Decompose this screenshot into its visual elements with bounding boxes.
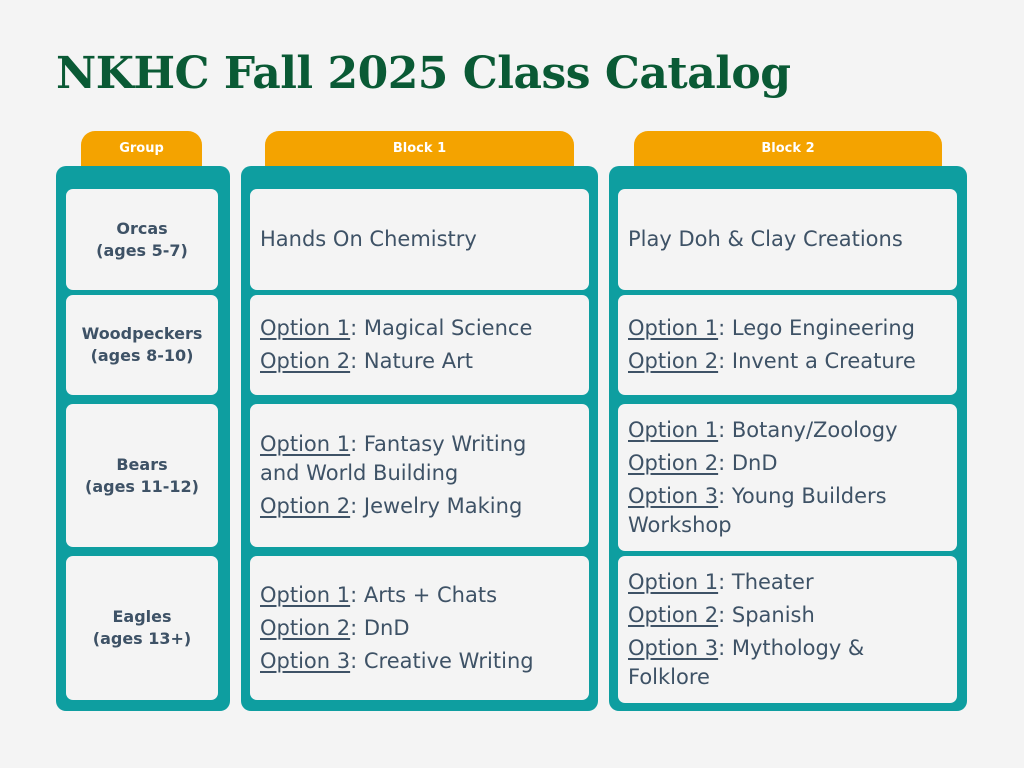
option-label: Option 3 xyxy=(260,648,351,673)
block1-cell-eagles xyxy=(250,556,589,700)
group-ages: (ages 13+) xyxy=(92,629,192,648)
class-name: Play Doh & Clay Creations xyxy=(628,227,903,251)
option-entry xyxy=(628,601,947,630)
option-entry xyxy=(260,347,579,376)
block2-cell-orcas xyxy=(618,189,957,290)
option-label: Option 2 xyxy=(628,450,719,475)
option-entry xyxy=(260,647,579,676)
option-entry xyxy=(260,430,579,488)
block2-cell-woodpeckers xyxy=(618,295,957,395)
group-ages: (ages 11-12) xyxy=(85,476,199,496)
option-label: Option 2 xyxy=(260,615,351,640)
option-label: Option 3 xyxy=(628,483,719,508)
option-class-continued: Folklore xyxy=(628,664,710,689)
option-entry xyxy=(628,634,947,692)
block1-cell-orcas xyxy=(250,189,589,290)
group-name: Eagles xyxy=(112,607,172,626)
block1-header-tab xyxy=(265,131,574,167)
option-entry xyxy=(628,568,947,597)
option-label: Option 2 xyxy=(260,494,351,518)
group-column xyxy=(56,166,230,711)
group-name: Orcas xyxy=(116,218,168,238)
group-cell-bears xyxy=(66,404,218,547)
option-class: : Arts + Chats xyxy=(350,582,498,607)
option-class-continued: Workshop xyxy=(628,512,732,537)
block1-header-label: Block 1 xyxy=(392,141,447,156)
option-label: Option 2 xyxy=(628,602,719,627)
option-class: : DnD xyxy=(718,450,778,475)
group-header-tab xyxy=(81,131,202,167)
block2-cell-bears xyxy=(618,404,957,551)
option-label: Option 1 xyxy=(260,582,351,607)
option-class: : Magical Science xyxy=(350,316,533,340)
option-class-continued: and World Building xyxy=(260,461,459,485)
group-cell-orcas xyxy=(66,189,218,290)
option-label: Option 2 xyxy=(260,349,351,373)
block2-cell-eagles xyxy=(618,556,957,703)
group-cell-woodpeckers xyxy=(66,295,218,395)
option-entry xyxy=(260,314,579,343)
option-class: : Creative Writing xyxy=(350,648,534,673)
option-class: : Nature Art xyxy=(350,349,473,373)
option-entry xyxy=(628,482,947,540)
block1-column xyxy=(241,166,598,711)
option-label: Option 1 xyxy=(628,316,719,340)
option-entry xyxy=(628,347,947,376)
class-name: Hands On Chemistry xyxy=(260,227,477,251)
option-class: : Invent a Creature xyxy=(718,349,916,373)
option-label: Option 3 xyxy=(628,635,719,660)
option-label: Option 1 xyxy=(628,417,719,442)
group-ages: (ages 8-10) xyxy=(90,346,194,365)
option-label: Option 1 xyxy=(260,432,351,456)
option-label: Option 1 xyxy=(260,316,351,340)
option-class: : DnD xyxy=(350,615,410,640)
option-class: : Spanish xyxy=(718,602,815,627)
option-class: : Botany/Zoology xyxy=(718,417,898,442)
option-entry xyxy=(628,449,947,478)
option-label: Option 2 xyxy=(628,349,719,373)
group-name: Woodpeckers xyxy=(81,324,203,343)
option-class: : Jewelry Making xyxy=(350,494,523,518)
option-class: : Young Builders xyxy=(718,483,887,508)
group-header-label: Group xyxy=(119,141,164,156)
option-entry xyxy=(260,492,579,521)
option-entry xyxy=(260,614,579,643)
option-class: : Mythology & xyxy=(718,635,865,660)
option-class: : Lego Engineering xyxy=(718,316,915,340)
option-entry xyxy=(628,314,947,343)
option-class: : Fantasy Writing xyxy=(350,432,527,456)
option-class: : Theater xyxy=(718,569,814,594)
group-name: Bears xyxy=(116,454,168,474)
option-entry xyxy=(260,581,579,610)
block2-header-label: Block 2 xyxy=(761,141,815,156)
option-entry xyxy=(628,416,947,445)
block1-cell-bears xyxy=(250,404,589,547)
page-title: NKHC Fall 2025 Class Catalog xyxy=(56,48,791,99)
group-ages: (ages 5-7) xyxy=(96,240,188,260)
block1-cell-woodpeckers xyxy=(250,295,589,395)
group-cell-eagles xyxy=(66,556,218,700)
option-label: Option 1 xyxy=(628,569,719,594)
block2-header-tab xyxy=(634,131,942,167)
block2-column xyxy=(609,166,967,711)
